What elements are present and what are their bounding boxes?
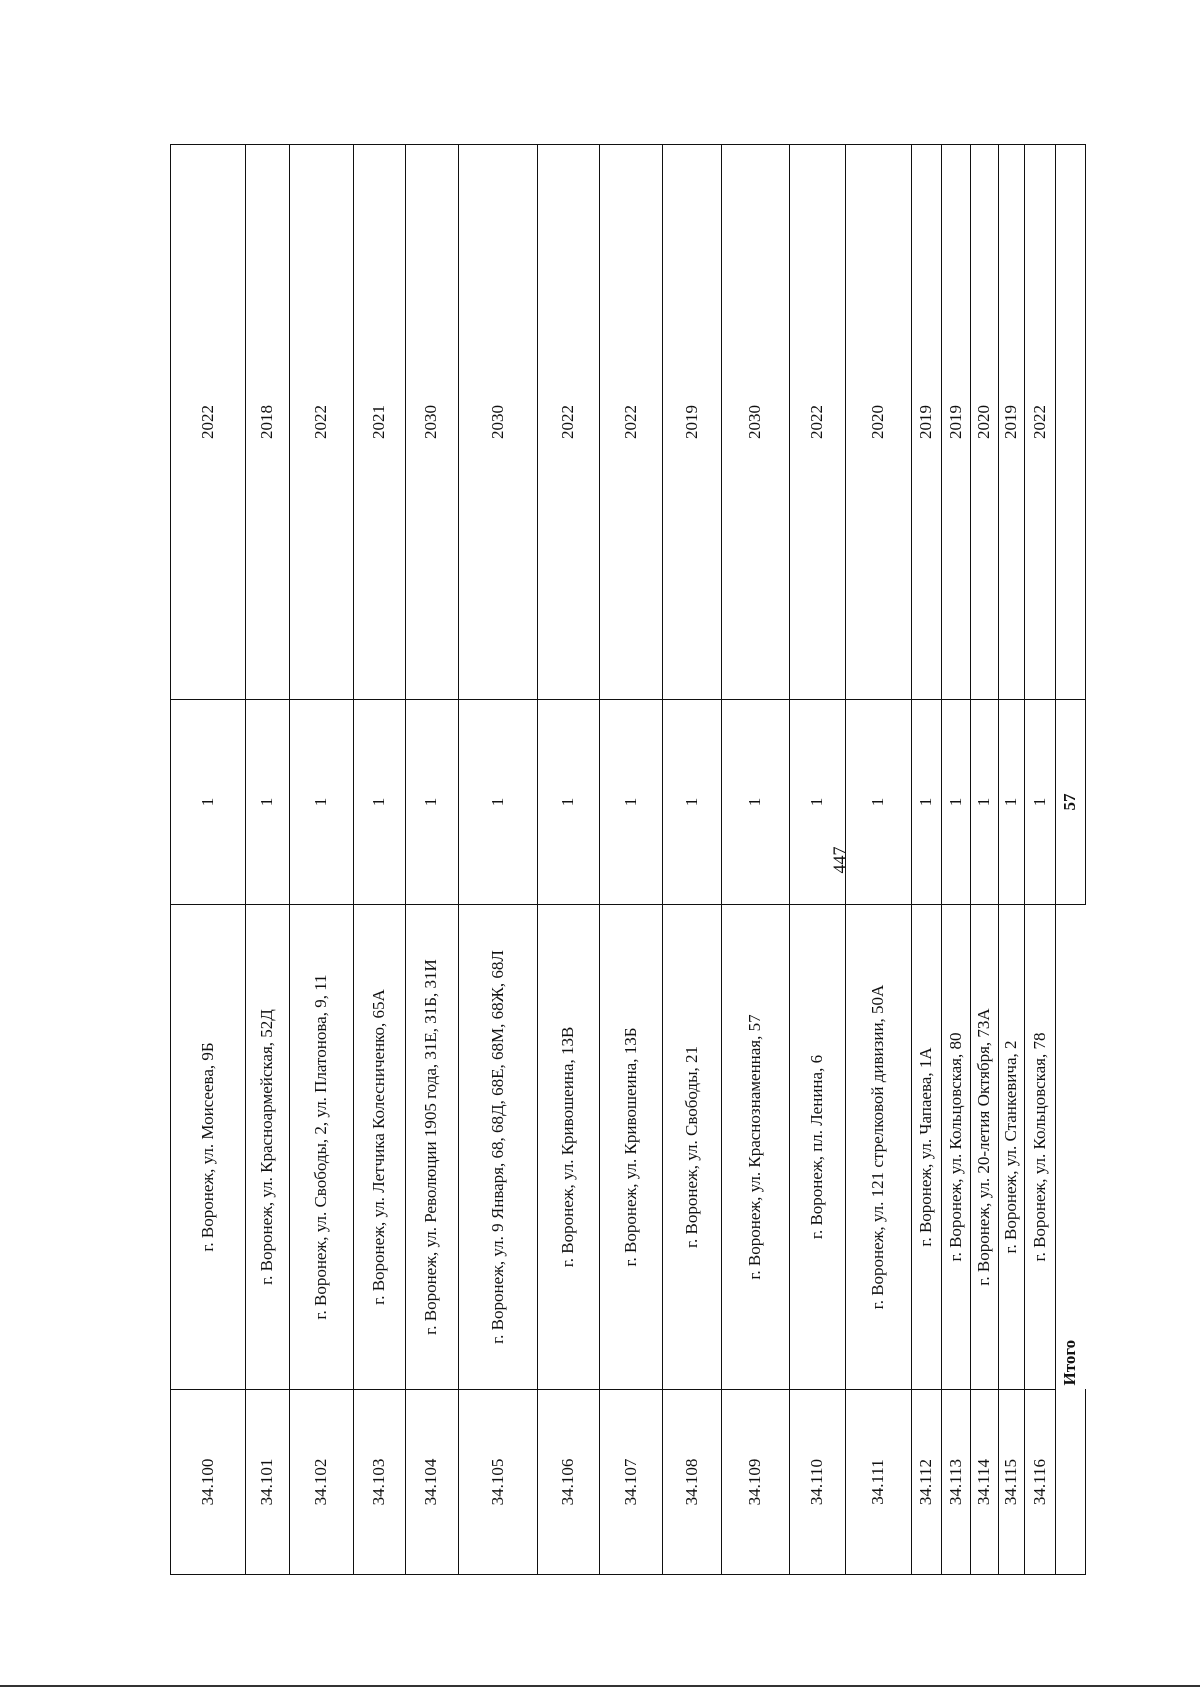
row-quantity: 1 [245, 700, 289, 905]
page-number: 447 [829, 846, 850, 874]
row-quantity: 1 [405, 700, 459, 905]
table-row [846, 145, 912, 1575]
row-number: 34.105 [459, 1390, 538, 1575]
table-row [663, 145, 722, 1575]
row-address: г. Воронеж, ул. Кривошеина, 13В [537, 905, 599, 1390]
row-number: 34.104 [405, 1390, 459, 1575]
table-row [970, 145, 998, 1575]
table-row [537, 145, 599, 1575]
table-row [171, 145, 246, 1575]
row-address: г. Воронеж, ул. Станкевича, 2 [998, 905, 1024, 1390]
row-number: 34.100 [171, 1390, 246, 1575]
row-address: г. Воронеж, ул. Свободы, 21 [663, 905, 722, 1390]
total-label: Итого [1055, 905, 1085, 1390]
row-address: г. Воронеж, ул. Моисеева, 9Б [171, 905, 246, 1390]
table-row [459, 145, 538, 1575]
row-year: 2030 [405, 145, 459, 700]
row-quantity: 1 [970, 700, 998, 905]
row-quantity: 1 [537, 700, 599, 905]
row-year: 2019 [663, 145, 722, 700]
row-address: г. Воронеж, ул. Чапаева, 1А [912, 905, 942, 1390]
row-year: 2022 [171, 145, 246, 700]
row-address: г. Воронеж, пл. Ленина, 6 [789, 905, 846, 1390]
table-row [245, 145, 289, 1575]
row-quantity: 1 [998, 700, 1024, 905]
total-quantity: 57 [1055, 700, 1085, 905]
row-number: 34.108 [663, 1390, 722, 1575]
row-address: г. Воронеж, ул. Краснознаменная, 57 [721, 905, 789, 1390]
row-number: 34.103 [353, 1390, 405, 1575]
row-number: 34.109 [721, 1390, 789, 1575]
row-number: 34.115 [998, 1390, 1024, 1575]
row-year: 2021 [353, 145, 405, 700]
row-address: г. Воронеж, ул. 9 Января, 68, 68Д, 68Е, 68М, 68Ж, 68Л [459, 905, 538, 1390]
row-number: 34.116 [1025, 1390, 1055, 1575]
table-body [171, 145, 1086, 1575]
row-quantity: 1 [912, 700, 942, 905]
row-year: 2022 [789, 145, 846, 700]
row-year: 2030 [721, 145, 789, 700]
table-row [353, 145, 405, 1575]
row-number: 34.102 [290, 1390, 354, 1575]
row-quantity: 1 [353, 700, 405, 905]
row-address: г. Воронеж, ул. 20-летия Октября, 73А [970, 905, 998, 1390]
bottom-rule [0, 1685, 1200, 1687]
row-year: 2019 [942, 145, 970, 700]
row-year: 2020 [846, 145, 912, 700]
data-table [170, 144, 1086, 1575]
table-container [170, 145, 1086, 1575]
table-row [998, 145, 1024, 1575]
row-year: 2019 [998, 145, 1024, 700]
table-row [789, 145, 846, 1575]
row-year: 2019 [912, 145, 942, 700]
row-quantity: 1 [171, 700, 246, 905]
row-number: 34.113 [942, 1390, 970, 1575]
row-quantity: 1 [846, 700, 912, 905]
table-row [942, 145, 970, 1575]
row-address: г. Воронеж, ул. Летчика Колесниченко, 65А [353, 905, 405, 1390]
row-year: 2018 [245, 145, 289, 700]
row-year: 2020 [970, 145, 998, 700]
row-year: 2030 [459, 145, 538, 700]
row-quantity: 1 [1025, 700, 1055, 905]
row-quantity: 1 [942, 700, 970, 905]
row-address: г. Воронеж, ул. Свободы, 2, ул. Платонова, 9, 11 [290, 905, 354, 1390]
row-number: 34.106 [537, 1390, 599, 1575]
total-year-cell [1055, 145, 1085, 700]
row-quantity: 1 [663, 700, 722, 905]
row-number: 34.114 [970, 1390, 998, 1575]
row-address: г. Воронеж, ул. Кривошеина, 13Б [599, 905, 663, 1390]
row-year: 2022 [290, 145, 354, 700]
row-number: 34.101 [245, 1390, 289, 1575]
row-year: 2022 [537, 145, 599, 700]
row-address: г. Воронеж, ул. Кольцовская, 80 [942, 905, 970, 1390]
row-quantity: 1 [789, 700, 846, 905]
row-quantity: 1 [721, 700, 789, 905]
table-row [912, 145, 942, 1575]
row-quantity: 1 [459, 700, 538, 905]
table-row [405, 145, 459, 1575]
row-number: 34.110 [789, 1390, 846, 1575]
row-year: 2022 [1025, 145, 1055, 700]
row-address: г. Воронеж, ул. Красноармейская, 52Д [245, 905, 289, 1390]
row-address: г. Воронеж, ул. 121 стрелковой дивизии, 50А [846, 905, 912, 1390]
table-row [290, 145, 354, 1575]
table-row [599, 145, 663, 1575]
table-row [721, 145, 789, 1575]
total-row [1055, 145, 1085, 1575]
table-row [1025, 145, 1055, 1575]
row-year: 2022 [599, 145, 663, 700]
row-quantity: 1 [290, 700, 354, 905]
row-address: г. Воронеж, ул. Кольцовская, 78 [1025, 905, 1055, 1390]
row-number: 34.111 [846, 1390, 912, 1575]
row-number: 34.112 [912, 1390, 942, 1575]
total-number-cell [1055, 1390, 1085, 1575]
row-address: г. Воронеж, ул. Революции 1905 года, 31Е, 31Б, 31И [405, 905, 459, 1390]
row-quantity: 1 [599, 700, 663, 905]
row-number: 34.107 [599, 1390, 663, 1575]
